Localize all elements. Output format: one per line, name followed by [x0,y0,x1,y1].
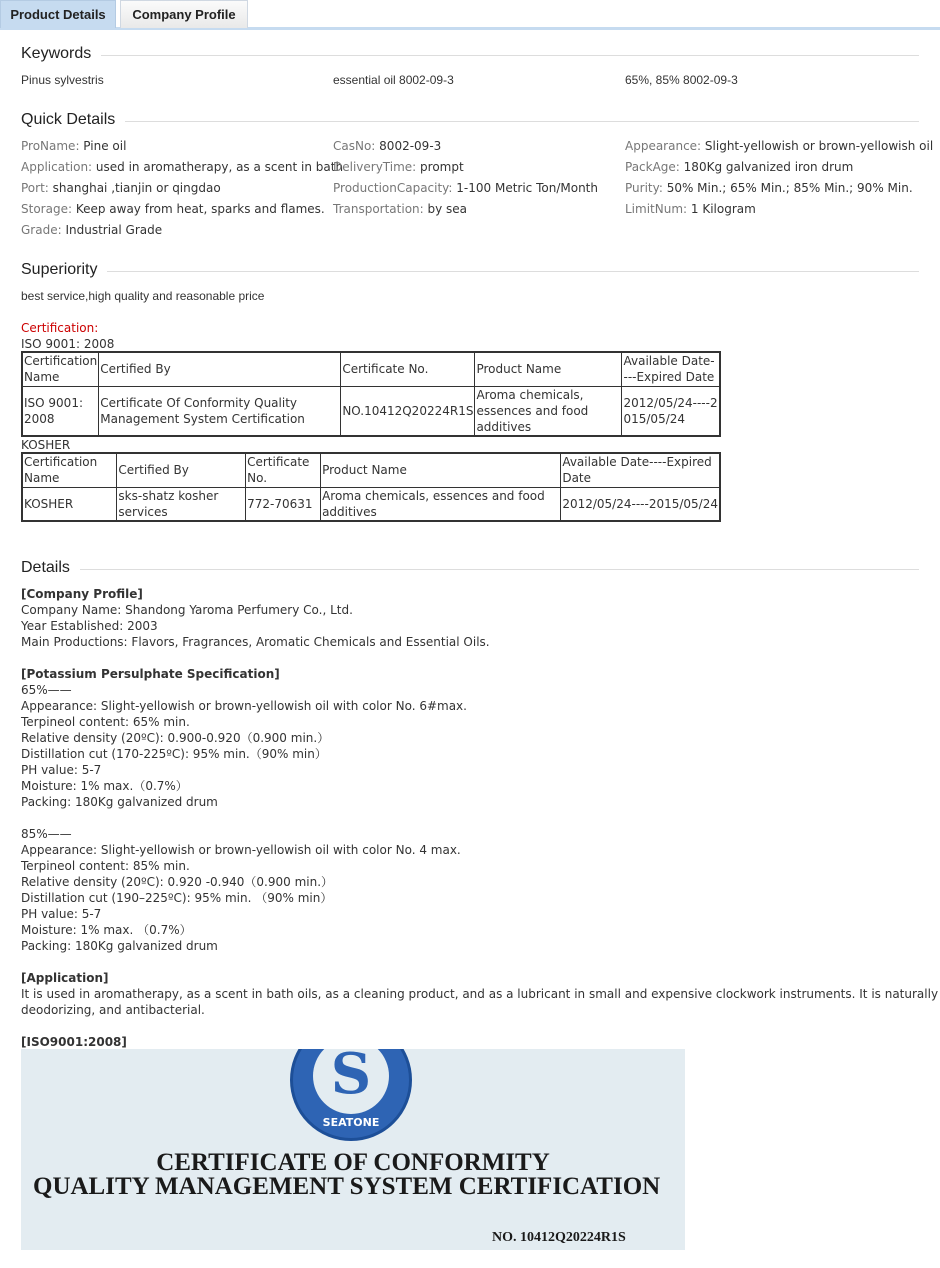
kosher-cert-table [21,452,721,522]
keyword-2: essential oil 8002-09-3 [333,73,454,87]
field-label: Purity: [625,181,663,195]
seal-inner-ring [313,1049,389,1114]
table-cell: ISO 9001: 2008 [22,386,99,436]
table-header-cell: Certification Name [22,453,117,487]
table-header-cell: Certificate No. [246,453,321,487]
table-header-cell: Product Name [475,352,622,386]
seal-text: SEATONE [322,1116,380,1129]
tab-company-profile[interactable]: Company Profile [120,0,248,28]
field-label: Application: [21,160,93,174]
certificate-title-line2: QUALITY MANAGEMENT SYSTEM CERTIFICATION [33,1173,661,1200]
table-cell: sks-shatz kosher services [117,487,246,521]
field-value: shanghai ,tianjin or qingdao [48,181,221,195]
table-cell: Aroma chemicals, essences and food additives [321,487,561,521]
field-label: LimitNum: [625,202,688,216]
spec-85-line: Terpineol content: 85% min. [21,859,190,873]
spec-85-line: PH value: 5-7 [21,907,102,921]
field-label: PackAge: [625,160,680,174]
spec-85-line: Moisture: 1% max. （0.7%） [21,923,192,937]
spec-65-line: Terpineol content: 65% min. [21,715,190,729]
table-cell: 2012/05/24----2015/05/24 [622,386,720,436]
specification-85-block [21,826,461,954]
section-divider [21,121,919,122]
company-profile-heading: [Company Profile] [21,587,143,601]
seal-letter: S [330,1049,372,1107]
quick-transportation [333,201,467,217]
quick-productioncapacity [333,180,598,196]
tab-product-details[interactable]: Product Details [0,0,116,28]
spec-85-line: 85%—— [21,827,72,841]
field-value: Keep away from heat, sparks and flames. [72,202,325,216]
field-label: Transportation: [333,202,424,216]
table-header-cell: Available Date----Expired Date [561,453,720,487]
quick-package [625,159,853,175]
field-value: 1 Kilogram [687,202,756,216]
certificate-title-line1: CERTIFICATE OF CONFORMITY [156,1149,550,1176]
table-header-cell: Certified By [117,453,246,487]
tab-bar [0,0,940,30]
year-established-line: Year Established: 2003 [21,619,158,633]
quick-grade [21,222,162,238]
company-name-line: Company Name: Shandong Yaroma Perfumery Co., Ltd. [21,603,353,617]
quick-port [21,180,221,196]
table-cell: NO.10412Q20224R1S [341,386,475,436]
quick-appearance [625,138,933,154]
seatone-logo-icon [290,1049,412,1141]
quick-purity [625,180,913,196]
table-header-cell: Certification Name [22,352,99,386]
details-heading: Details [21,558,80,578]
keyword-3: 65%, 85% 8002-09-3 [625,73,738,87]
table-header-cell: Product Name [321,453,561,487]
company-profile-block [21,586,490,650]
specification-block [21,666,467,810]
superiority-text: best service,high quality and reasonable price [21,289,265,303]
iso-cert-title: ISO 9001: 2008 [21,337,115,351]
kosher-cert-title: KOSHER [21,438,71,452]
table-cell: KOSHER [22,487,117,521]
field-label: ProductionCapacity: [333,181,453,195]
table-header-cell: Certificate No. [341,352,475,386]
application-heading-text: [Application] [21,971,109,985]
table-cell: 772-70631 [246,487,321,521]
spec-65-line: Distillation cut (170-225ºC): 95% min.（90% min） [21,747,327,761]
quick-details-heading: Quick Details [21,110,125,130]
application-text: It is used in aromatherapy, as a scent in bath oils, as a cleaning product, and as a lubricant in small and expensive clockwork instruments. It is naturally deodorizing, and antibacterial. [21,987,939,1017]
quick-deliverytime [333,159,464,175]
keyword-1: Pinus sylvestris [21,73,104,87]
field-value: Slight-yellowish or brown-yellowish oil [701,139,934,153]
table-row [22,487,720,521]
section-divider [21,55,919,56]
keywords-section-header [21,44,919,64]
table-row [22,386,720,436]
field-value: by sea [423,202,468,216]
quick-proname [21,138,126,154]
field-label: Appearance: [625,139,702,153]
quick-details-section-header [21,110,919,130]
iso-image-heading [21,1034,127,1050]
iso-certificate-image [21,1049,685,1250]
details-section-header [21,558,919,578]
quick-limitnum [625,201,756,217]
spec-65-line: Moisture: 1% max.（0.7%） [21,779,188,793]
field-value: prompt [416,160,464,174]
field-value: 50% Min.; 65% Min.; 85% Min.; 90% Min. [662,181,913,195]
field-label: Port: [21,181,49,195]
table-header-row [22,453,720,487]
field-label: DeliveryTime: [333,160,417,174]
table-cell: Aroma chemicals, essences and food additives [475,386,622,436]
spec-65-line: 65%—— [21,683,72,697]
certification-label: Certification: [21,321,99,335]
application-heading [21,970,109,986]
superiority-heading: Superiority [21,260,107,280]
field-value: 8002-09-3 [375,139,442,153]
superiority-section-header [21,260,919,280]
certificate-number: NO. 10412Q20224R1S [492,1230,626,1245]
field-value: Pine oil [79,139,127,153]
spec-65-line: PH value: 5-7 [21,763,102,777]
field-value: 180Kg galvanized iron drum [679,160,854,174]
section-divider [21,569,919,570]
quick-storage [21,201,325,217]
table-header-row [22,352,720,386]
table-header-cell: Available Date----Expired Date [622,352,720,386]
field-label: Grade: [21,223,62,237]
iso-image-heading-text: [ISO9001:2008] [21,1035,127,1049]
field-label: ProName: [21,139,80,153]
table-cell: Certificate Of Conformity Quality Management System Certification [99,386,341,436]
quick-casno [333,138,441,154]
spec-65-line: Appearance: Slight-yellowish or brown-yellowish oil with color No. 6#max. [21,699,467,713]
table-header-cell: Certified By [99,352,341,386]
iso-cert-table [21,351,721,437]
keywords-heading: Keywords [21,44,101,64]
spec-65-line: Relative density (20ºC): 0.900-0.920（0.900 min.） [21,731,330,745]
quick-application [21,159,343,175]
spec-85-line: Packing: 180Kg galvanized drum [21,939,218,953]
field-value: used in aromatherapy, as a scent in bath [92,160,344,174]
field-label: CasNo: [333,139,376,153]
field-label: Storage: [21,202,72,216]
spec-65-line: Packing: 180Kg galvanized drum [21,795,218,809]
specification-heading: [Potassium Persulphate Specification] [21,667,280,681]
spec-85-line: Relative density (20ºC): 0.920 -0.940（0.900 min.） [21,875,334,889]
field-value: Industrial Grade [61,223,163,237]
section-divider [21,271,919,272]
field-value: 1-100 Metric Ton/Month [452,181,598,195]
main-productions-line: Main Productions: Flavors, Fragrances, Aromatic Chemicals and Essential Oils. [21,635,490,649]
spec-85-line: Distillation cut (190–225ºC): 95% min. （90% min） [21,891,333,905]
table-cell: 2012/05/24----2015/05/24 [561,487,720,521]
spec-85-line: Appearance: Slight-yellowish or brown-yellowish oil with color No. 4 max. [21,843,461,857]
